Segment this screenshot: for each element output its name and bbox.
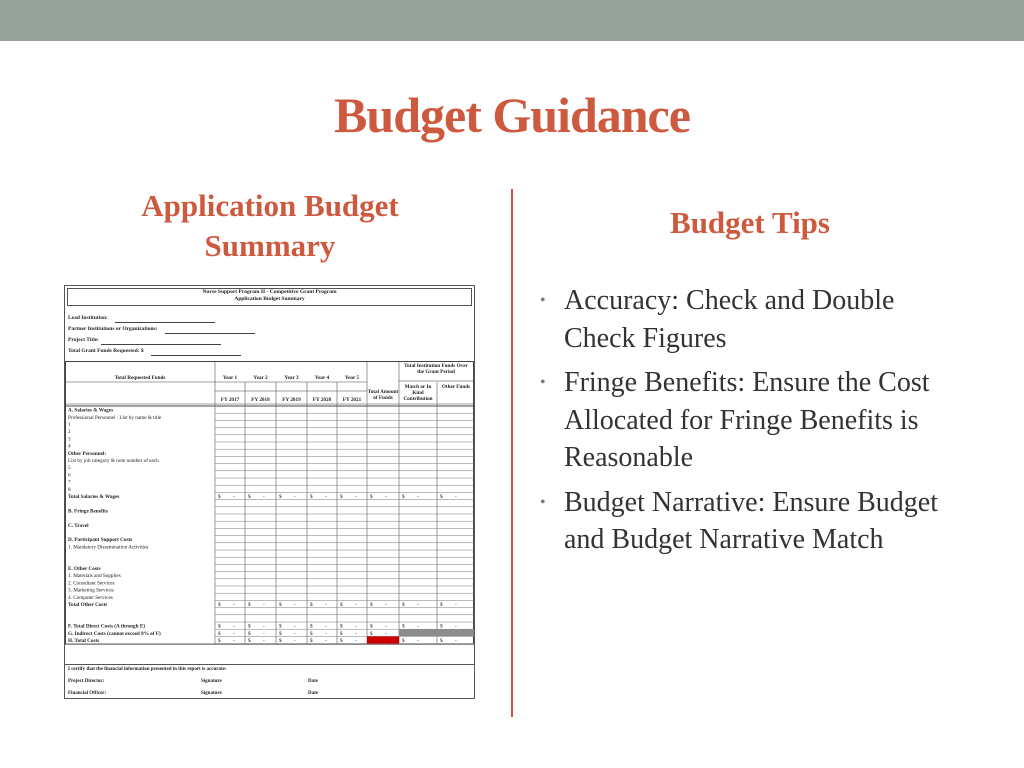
row-label: 1. Mandatory Dissemination Activities — [68, 544, 149, 551]
currency-cell: $ — [310, 494, 313, 500]
dash-cell: - — [294, 494, 296, 500]
dash-cell: - — [417, 638, 419, 644]
bullet-icon: • — [540, 292, 546, 309]
row-label: Professional Personnel : List by name & title — [68, 414, 162, 421]
row-label: 7 — [68, 479, 71, 486]
col-fiscal-year: FY 2017 — [220, 397, 240, 403]
col-fiscal-year: FY 2021 — [342, 397, 362, 403]
field-underline — [165, 333, 255, 334]
col-year: Year 5 — [344, 375, 360, 381]
col-fiscal-year: FY 2018 — [251, 397, 270, 403]
dash-cell: - — [325, 494, 327, 500]
left-heading-line2: Summary — [204, 228, 336, 263]
col-total-amount-2: of Funds — [373, 395, 393, 401]
currency-cell: $ — [340, 623, 343, 630]
dash-cell: - — [417, 602, 419, 608]
currency-cell: $ — [218, 630, 221, 637]
cert-date-1: Date — [308, 679, 318, 684]
row-label: 3 — [68, 436, 71, 443]
row-label: D. Participant Support Costs — [68, 537, 133, 544]
form-title: Nurse Support Program II - Competitive Grant Program — [202, 289, 337, 295]
row-label: 4. Computer Services — [68, 594, 113, 601]
field-lead-institution: Lead Institution: — [68, 315, 108, 321]
col-year: Year 4 — [314, 375, 330, 381]
form-subtitle: Application Budget Summary — [234, 296, 305, 302]
row-label: 1. Materials and Supplies — [68, 573, 121, 580]
currency-cell: $ — [440, 602, 443, 608]
field-total-funds: Total Grant Funds Requested: $ — [68, 348, 144, 354]
col-total-requested: Total Requested Funds — [114, 375, 166, 381]
row-label: 6 — [68, 472, 71, 479]
currency-cell: $ — [370, 494, 373, 500]
dash-cell: - — [385, 630, 387, 637]
column-divider — [511, 189, 513, 717]
currency-cell: $ — [340, 638, 343, 644]
tip-text: Budget Narrative: Ensure Budget and Budget Narrative Match — [564, 486, 939, 555]
currency-cell: $ — [340, 630, 343, 637]
right-column-heading: Budget Tips — [670, 205, 830, 240]
row-label: List by job category & note number of each — [68, 458, 159, 464]
cert-date-2: Date — [308, 691, 318, 696]
dash-cell: - — [455, 638, 457, 644]
tip-item — [540, 364, 960, 477]
row-label: Total Other Costs — [68, 602, 108, 608]
tip-item — [540, 484, 960, 559]
col-match-2: Kind — [412, 390, 424, 396]
dash-cell: - — [263, 602, 265, 608]
dash-cell: - — [455, 623, 457, 630]
currency-cell: $ — [310, 630, 313, 637]
currency-cell: $ — [440, 494, 443, 500]
col-institution-funds: Total Institution Funds Over — [404, 363, 468, 369]
slide-title: Budget Guidance — [334, 87, 690, 143]
dash-cell: - — [325, 630, 327, 637]
currency-cell: $ — [370, 630, 373, 637]
dash-cell: - — [417, 623, 419, 630]
row-label: Total Salaries & Wages — [68, 494, 120, 500]
tip-text: Accuracy: Check and Double Check Figures — [564, 285, 895, 354]
row-label: 5 — [68, 465, 71, 472]
shaded-cell — [399, 629, 474, 636]
currency-cell: $ — [440, 623, 443, 630]
currency-cell: $ — [340, 494, 343, 500]
certification-block — [65, 664, 474, 699]
field-underline — [115, 322, 215, 323]
left-heading-line1: Application Budget — [141, 188, 399, 223]
currency-cell: $ — [279, 623, 282, 630]
dash-cell: - — [355, 602, 357, 608]
currency-cell: $ — [370, 602, 373, 608]
currency-cell: $ — [370, 623, 373, 630]
tip-item — [540, 282, 960, 357]
col-match: Match or In — [404, 384, 432, 390]
dash-cell: - — [294, 602, 296, 608]
currency-cell: $ — [218, 494, 221, 500]
currency-cell: $ — [340, 602, 343, 608]
currency-cell: $ — [248, 630, 251, 637]
currency-cell: $ — [248, 602, 251, 608]
row-label: G. Indirect Costs (cannot exceed 8% of F) — [68, 630, 161, 637]
field-underline — [101, 344, 221, 345]
cert-financial-officer: Financial Officer: — [68, 691, 107, 696]
field-underline — [151, 355, 241, 356]
currency-cell: $ — [310, 602, 313, 608]
dash-cell: - — [233, 494, 235, 500]
currency-cell: $ — [279, 602, 282, 608]
dash-cell: - — [355, 623, 357, 630]
bullet-icon: • — [540, 493, 546, 511]
budget-tips-list — [540, 282, 960, 566]
row-label: 1 — [68, 422, 71, 428]
row-label: H. Total Costs — [68, 638, 100, 644]
dash-cell: - — [455, 602, 457, 608]
left-column-heading — [110, 186, 430, 266]
dash-cell: - — [355, 630, 357, 637]
col-total-amount: Total Amount — [367, 389, 399, 395]
col-institution-funds-2: the Grant Period — [417, 369, 455, 375]
col-year: Year 1 — [222, 375, 238, 381]
dash-cell: - — [385, 494, 387, 500]
row-label: A. Salaries & Wages — [68, 407, 114, 414]
currency-cell: $ — [310, 623, 313, 630]
row-label: F. Total Direct Costs (A through E) — [68, 623, 146, 630]
tip-text: Fringe Benefits: Ensure the Cost Allocated for Fringe Benefits is Reasonable — [564, 367, 930, 473]
dash-cell: - — [233, 623, 235, 630]
dash-cell: - — [355, 638, 357, 644]
dash-cell: - — [263, 494, 265, 500]
top-band — [0, 0, 1024, 41]
currency-cell: $ — [310, 638, 313, 644]
currency-cell: $ — [248, 623, 251, 630]
cert-signature-1: Signature — [201, 679, 222, 684]
currency-cell: $ — [402, 602, 405, 608]
dash-cell: - — [263, 623, 265, 630]
col-fiscal-year: FY 2020 — [312, 397, 332, 403]
row-label: 2 — [68, 429, 71, 436]
row-label: 8 — [68, 486, 71, 493]
currency-cell: $ — [218, 638, 221, 644]
row-label: Other Personnel: — [68, 450, 107, 457]
dash-cell: - — [455, 494, 457, 500]
row-label: B. Fringe Benefits — [68, 508, 108, 515]
col-year: Year 2 — [253, 375, 268, 381]
currency-cell: $ — [440, 638, 443, 644]
dash-cell: - — [233, 602, 235, 608]
dash-cell: - — [325, 602, 327, 608]
dash-cell: - — [355, 494, 357, 500]
currency-cell: $ — [218, 623, 221, 630]
currency-cell: $ — [279, 638, 282, 644]
dash-cell: - — [325, 623, 327, 630]
currency-cell: $ — [402, 494, 405, 500]
row-label: E. Other Costs — [68, 566, 101, 572]
row-label: 4 — [68, 443, 71, 450]
currency-cell: $ — [248, 638, 251, 644]
row-label: 2. Consultant Services — [68, 580, 115, 587]
row-label: C. Travel — [68, 522, 89, 529]
cert-statement: I certify that the financial information presented in this report is accurate: — [68, 667, 227, 672]
dash-cell: - — [325, 638, 327, 644]
budget-summary-form-image — [64, 285, 475, 699]
field-project-title: Project Title: — [68, 337, 100, 343]
currency-cell: $ — [218, 602, 221, 608]
col-match-3: Contribution — [403, 396, 433, 402]
field-partners: Partner Institutions or Organizations: — [68, 326, 158, 332]
cert-project-director: Project Director: — [68, 679, 105, 684]
dash-cell: - — [233, 630, 235, 637]
form-header — [67, 288, 472, 306]
col-fiscal-year: FY 2019 — [282, 397, 301, 403]
currency-cell: $ — [279, 630, 282, 637]
dash-cell: - — [294, 623, 296, 630]
dash-cell: - — [417, 494, 419, 500]
dash-cell: - — [263, 630, 265, 637]
bullet-icon: • — [540, 374, 546, 391]
dash-cell: - — [233, 638, 235, 644]
dash-cell: - — [385, 623, 387, 630]
currency-cell: $ — [402, 638, 405, 644]
dash-cell: - — [385, 602, 387, 608]
currency-cell: $ — [402, 623, 405, 630]
dash-cell: - — [263, 638, 265, 644]
col-year: Year 3 — [284, 375, 299, 381]
budget-table — [65, 361, 474, 658]
col-other: Other Funds — [441, 384, 471, 390]
dash-cell: - — [294, 630, 296, 637]
dash-cell: - — [294, 638, 296, 644]
currency-cell: $ — [248, 494, 251, 500]
currency-cell: $ — [279, 494, 282, 500]
row-label: 3. Marketing Services — [68, 587, 114, 594]
highlighted-cell — [367, 636, 399, 643]
cert-signature-2: Signature — [201, 691, 222, 696]
